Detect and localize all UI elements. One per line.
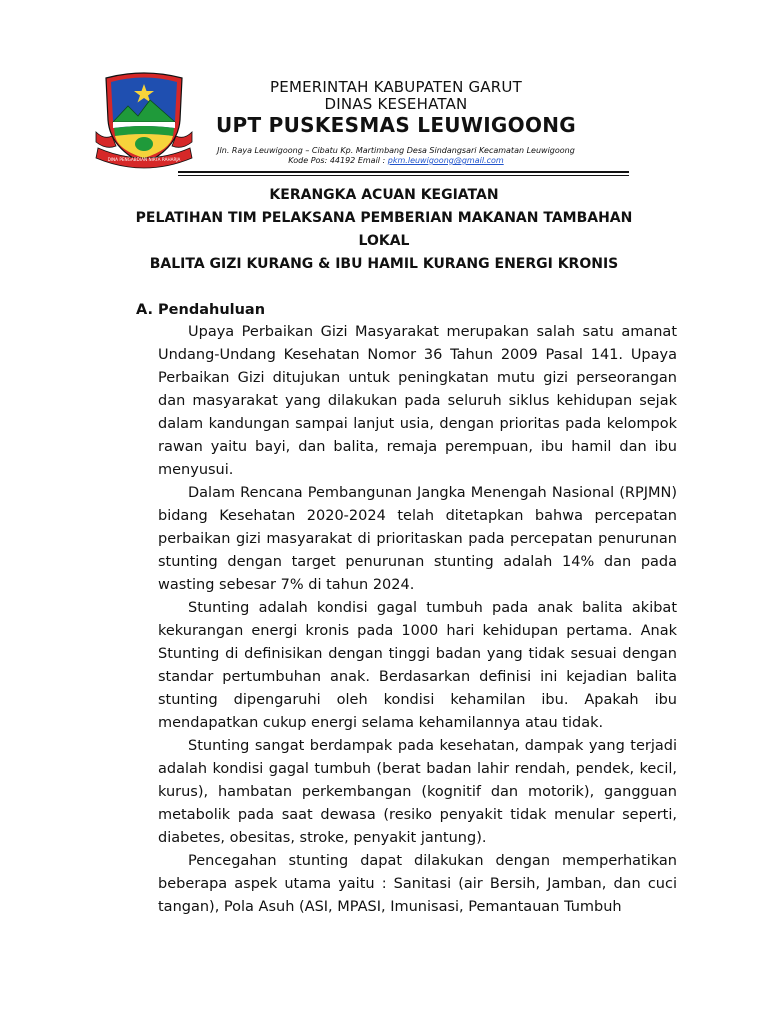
paragraph: Stunting sangat berdampak pada kesehatan, dampak yang terjadi adalah kondisi gagal tumbuh (berat badan lahir rendah, pendek, kecil, kurus), hambatan perkembangan (kognitif dan motorik), gangguan metabolik pada saat dewasa (resiko penyakit tidak menular seperti, diabetes, obesitas, stroke, penyakit jantung).: [158, 738, 677, 846]
contact-line: [196, 156, 596, 166]
address-line: Jln. Raya Leuwigoong – Cibatu Kp. Martimbang Desa Sindangsari Kecamatan Leuwigoong: [217, 146, 575, 155]
paragraph: Dalam Rencana Pembangunan Jangka Menengah Nasional (RPJMN) bidang Kesehatan 2020-2024 telah ditetapkan bahwa percepatan perbaikan gizi masyarakat di prioritaskan pada percepatan penurunan stunting dengan target penurunan stunting adalah 14% dan pada wasting sebesar 7% di tahun 2024.: [158, 485, 677, 593]
section-heading: A. Pendahuluan: [136, 302, 266, 318]
address-block: [196, 146, 596, 166]
letterhead-rule-thin: [178, 175, 629, 176]
government-name: PEMERINTAH KABUPATEN GARUT: [270, 78, 522, 96]
document-title: [110, 184, 658, 276]
letterhead-rule-thick: [178, 171, 629, 173]
title-line-4: BALITA GIZI KURANG & IBU HAMIL KURANG ENERGI KRONIS: [149, 256, 619, 272]
logo-ribbon-text: DINA PENGABDIAN NIRTA RAHARJA: [107, 157, 181, 162]
title-line-3: LOKAL: [358, 233, 410, 249]
paragraph: Stunting adalah kondisi gagal tumbuh pada anak balita akibat kekurangan energi kronis pada 1000 hari kehidupan pertama. Anak Stunting di definisikan dengan tinggi badan yang tidak sesuai dengan standar pertumbuhan anak. Berdasarkan definisi ini kejadian balita stunting dipengaruhi oleh kondisi kehamilan ibu. Apakah ibu mendapatkan cukup energi selama kehamilannya atau tidak.: [158, 600, 677, 731]
garut-regency-logo: [92, 70, 196, 170]
email-link[interactable]: pkm.leuwigoong@gmail.com: [387, 156, 504, 165]
department-name: DINAS KESEHATAN: [324, 95, 468, 113]
title-line-2: PELATIHAN TIM PELAKSANA PEMBERIAN MAKANAN TAMBAHAN: [135, 210, 633, 226]
title-line-1: KERANGKA ACUAN KEGIATAN: [269, 187, 499, 203]
paragraph: Upaya Perbaikan Gizi Masyarakat merupakan salah satu amanat Undang-Undang Kesehatan Nomor 36 Tahun 2009 Pasal 141. Upaya Perbaikan Gizi ditujukan untuk peningkatan mutu gizi perseorangan dan masyarakat yang dilakukan pada seluruh siklus kehidupan sejak dalam kandungan sampai lanjut usia, dengan prioritas pada kelompok rawan yaitu bayi, dan balita, remaja perempuan, ibu hamil dan ibu menyusui.: [158, 324, 677, 478]
institution-name: UPT PUSKESMAS LEUWIGOONG: [215, 113, 577, 137]
paragraph: Pencegahan stunting dapat dilakukan dengan memperhatikan beberapa aspek utama yaitu : Sanitasi (air Bersih, Jamban, dan cuci tangan), Pola Asuh (ASI, MPASI, Imunisasi, Pemantauan Tumbuh: [158, 853, 677, 915]
postal-code: Kode Pos: 44192 Email :: [288, 156, 388, 165]
section-body: [158, 321, 677, 919]
